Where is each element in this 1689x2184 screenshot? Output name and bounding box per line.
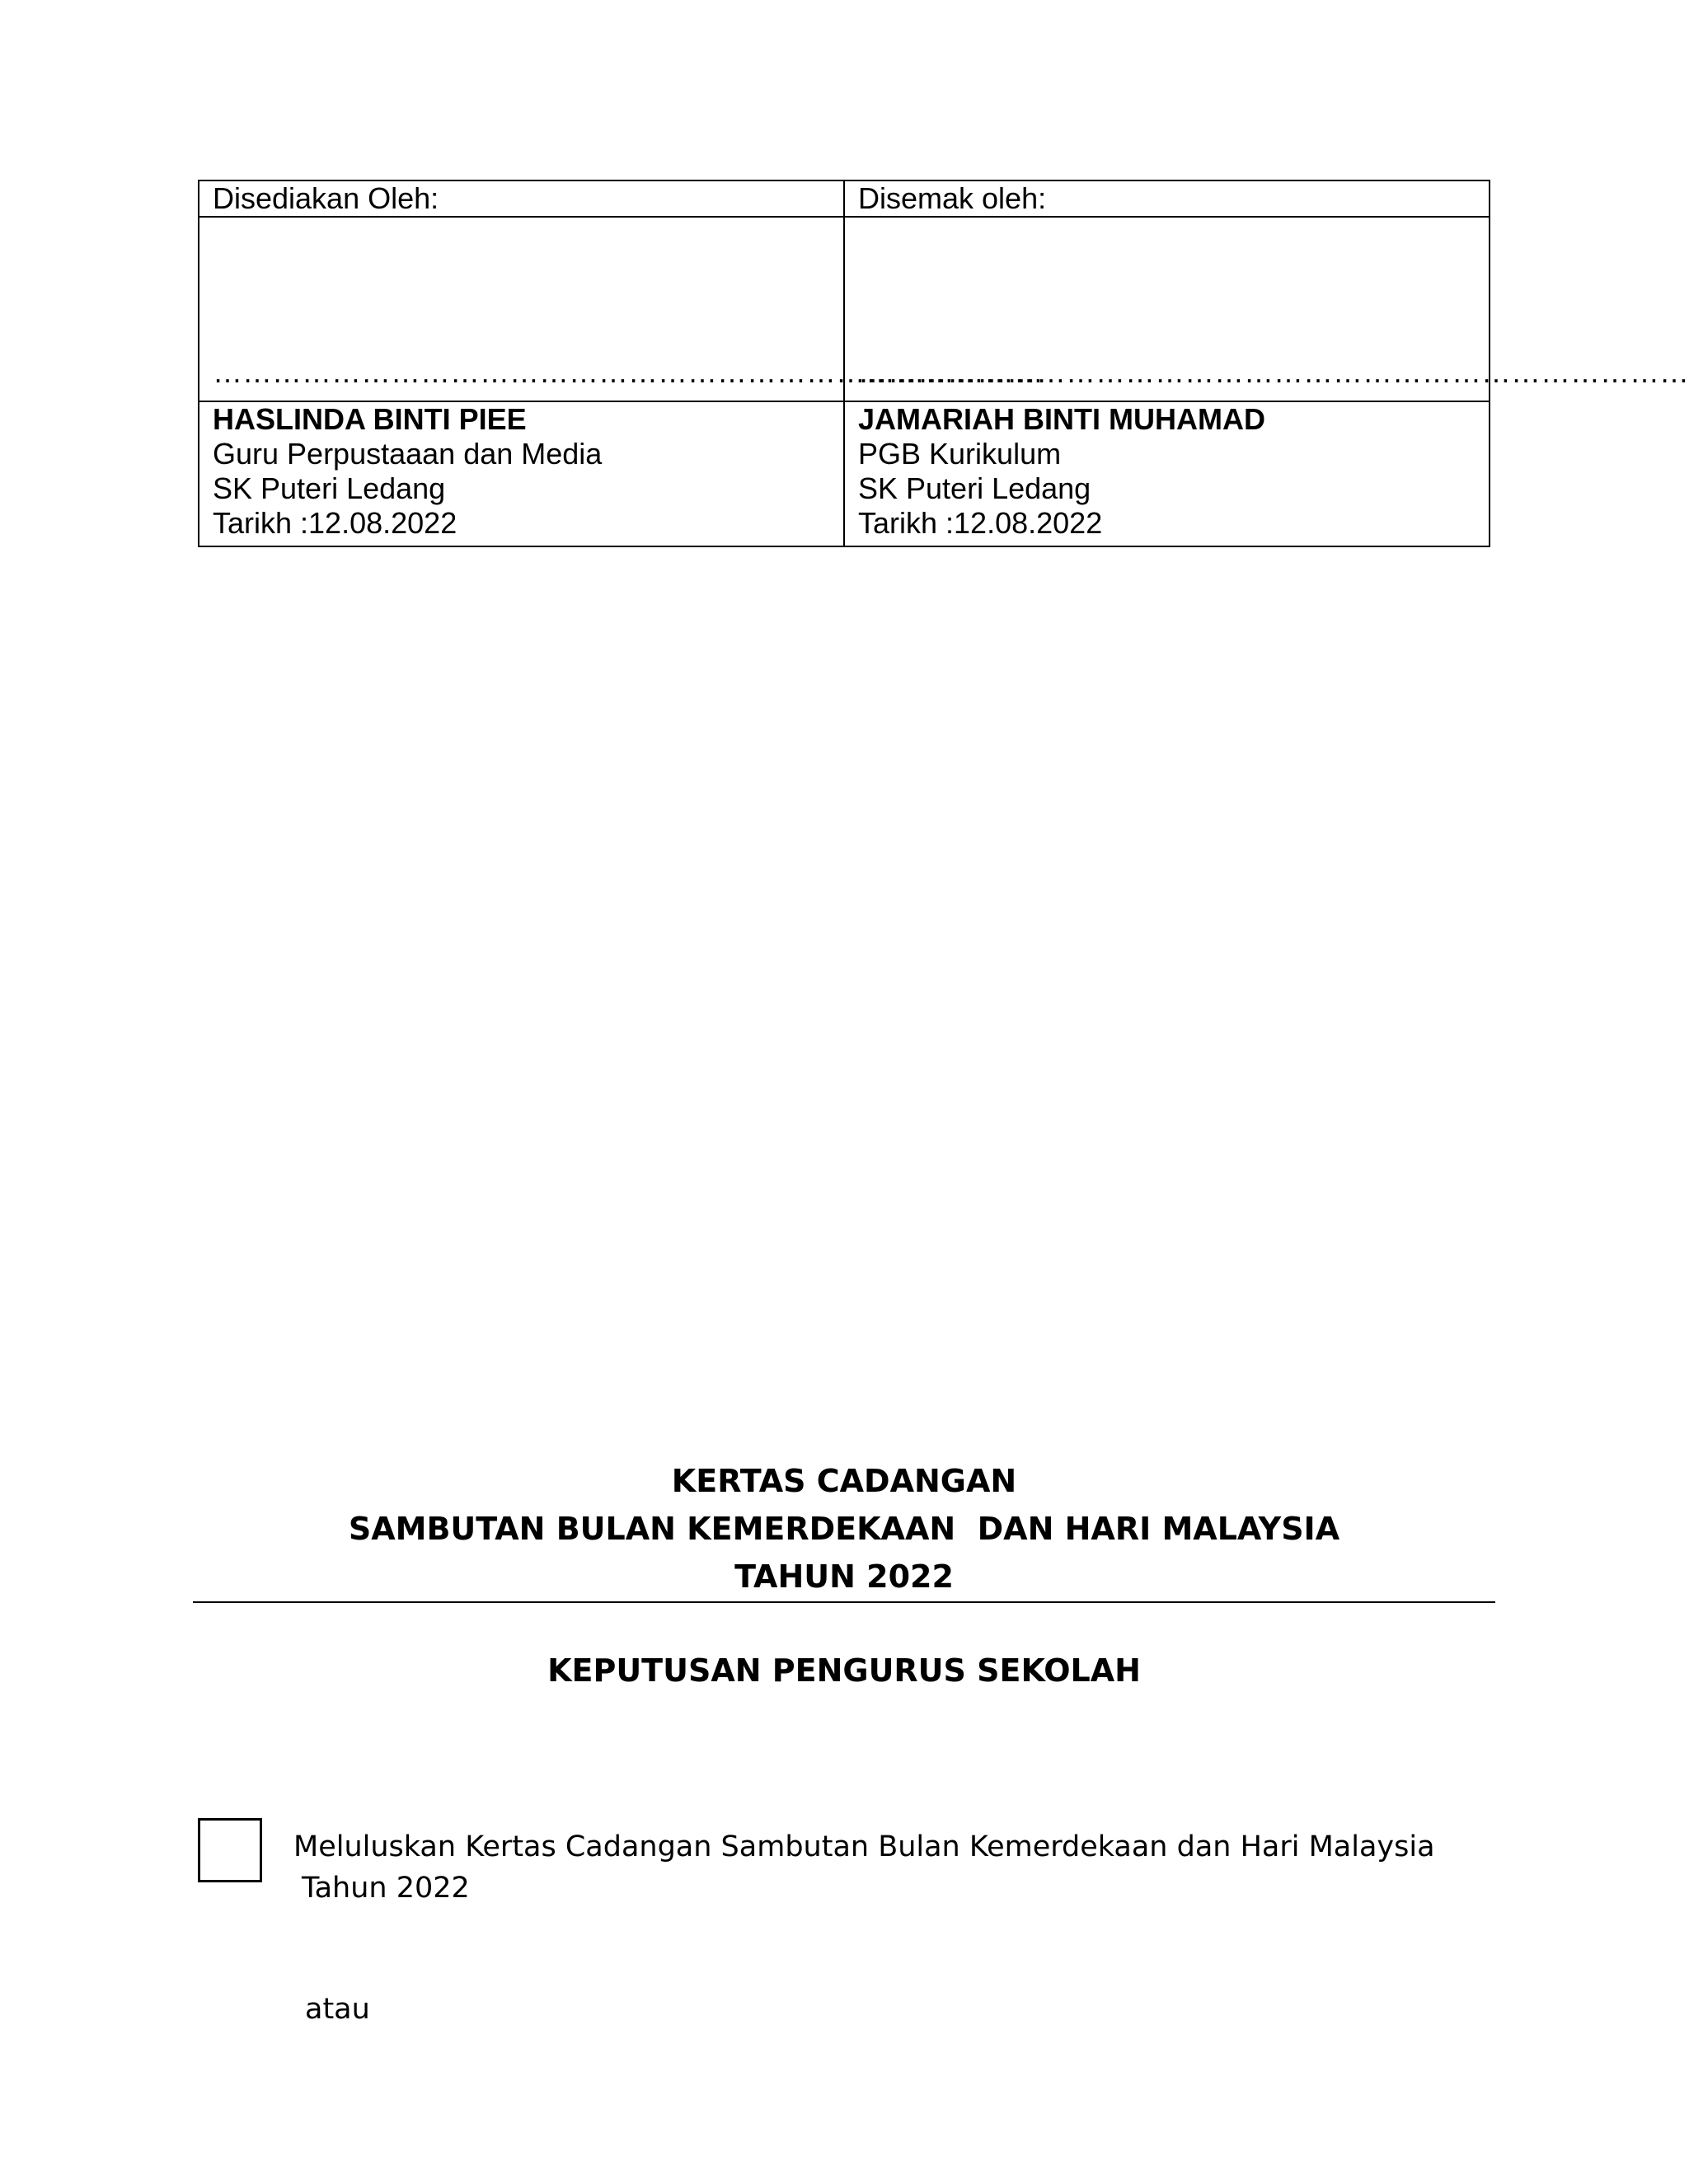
prepared-position: Guru Perpustaaan dan Media <box>213 437 603 471</box>
decision-heading: KEPUTUSAN PENGURUS SEKOLAH <box>547 1652 1141 1689</box>
checked-signature-cell <box>844 217 1689 401</box>
checked-by-label: Disemak oleh: <box>858 181 1047 215</box>
title-line-1: KERTAS CADANGAN <box>671 1463 1017 1499</box>
prepared-info-cell <box>199 401 844 546</box>
prepared-school: SK Puteri Ledang <box>213 471 446 505</box>
approve-checkbox[interactable] <box>198 1818 262 1882</box>
signature-table <box>198 180 1689 547</box>
prepared-date: Tarikh :12.08.2022 <box>213 506 457 540</box>
checked-info-cell <box>844 401 1490 546</box>
prepared-by-header <box>199 180 844 217</box>
checked-by-header <box>844 180 1490 217</box>
prepared-by-label: Disediakan Oleh: <box>213 181 439 215</box>
title-line-3: TAHUN 2022 <box>734 1558 954 1595</box>
prepared-name: HASLINDA BINTI PIEE <box>213 402 527 436</box>
title-divider <box>193 1601 1495 1603</box>
approve-option-text <box>293 1826 1489 1909</box>
approve-option-line-2: Tahun 2022 <box>302 1872 470 1905</box>
proposal-title <box>0 1457 1688 1601</box>
checked-date: Tarikh :12.08.2022 <box>858 506 1103 540</box>
prepared-signature-dots: ………………………………………………………………………… <box>213 355 1044 389</box>
checked-signature-dots: ………………………………………………………………………… <box>858 355 1689 389</box>
checked-school: SK Puteri Ledang <box>858 471 1091 505</box>
checked-name: JAMARIAH BINTI MUHAMAD <box>858 402 1265 436</box>
title-line-2: SAMBUTAN BULAN KEMERDEKAAN DAN HARI MALAYSIA <box>348 1511 1340 1547</box>
prepared-signature-cell <box>199 217 1044 401</box>
approve-option-line-1: Meluluskan Kertas Cadangan Sambutan Bulan Kemerdekaan dan Hari Malaysia <box>293 1830 1435 1863</box>
checked-position: PGB Kurikulum <box>858 437 1062 471</box>
or-label: atau <box>305 1993 370 2026</box>
